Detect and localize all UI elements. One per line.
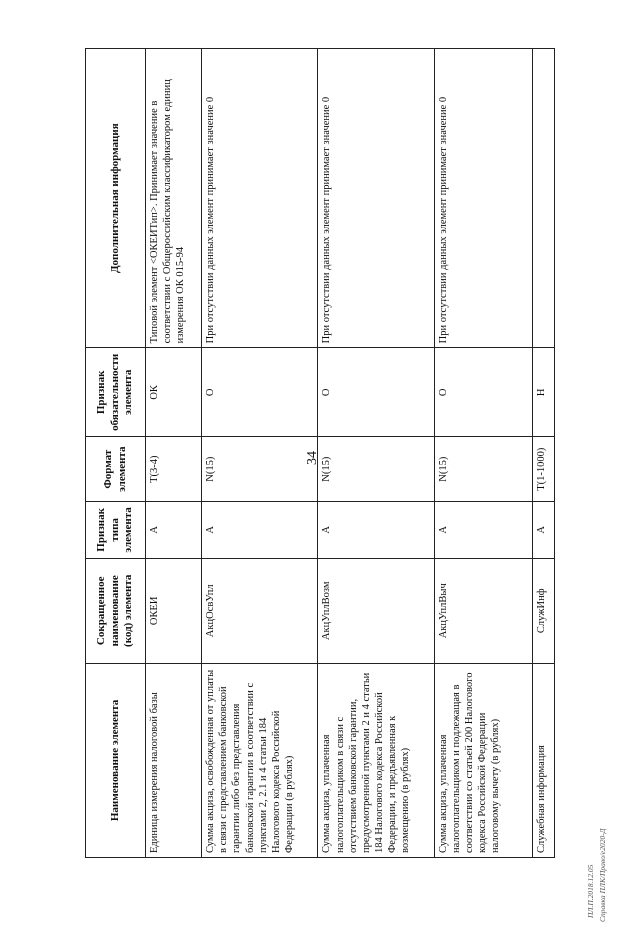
cell-code: АкцОсвУпл — [202, 558, 318, 663]
stamp-line-2: Справка ПЛК/Право/e2020-Д — [598, 828, 607, 922]
cell-type: А — [434, 501, 532, 558]
table-row — [202, 48, 318, 857]
cell-name: Служебная информация — [532, 663, 554, 857]
cell-format: N(15) — [318, 436, 434, 501]
cell-info — [532, 48, 554, 347]
header-format: Формат элемента — [86, 436, 146, 501]
table-row — [318, 48, 434, 857]
cell-required: О — [434, 347, 532, 436]
cell-format: N(15) — [202, 436, 318, 501]
table-row — [434, 48, 532, 857]
cell-name: Сумма акциза, освобожденная от уплаты в связи с представлением банковской гарантии либо без представления банковской гарантии в соответствии с пунктами 2, 2.1 и 4 статьи 184 Налогового кодекса Российской Федерации (в рублях) — [202, 663, 318, 857]
cell-required: ОК — [146, 347, 202, 436]
elements-table — [85, 48, 555, 858]
table-header-row — [86, 48, 146, 857]
cell-format: Т(3-4) — [146, 436, 202, 501]
header-info: Дополнительная информация — [86, 48, 146, 347]
cell-required: О — [318, 347, 434, 436]
stamp-line-1: ПЛ.П.2018.12.05 — [586, 864, 595, 918]
header-name: Наименование элемента — [86, 663, 146, 857]
header-code: Сокращенное наименование (код) элемента — [86, 558, 146, 663]
cell-required: Н — [532, 347, 554, 436]
cell-code: АкцУплВозм — [318, 558, 434, 663]
cell-type: А — [202, 501, 318, 558]
cell-type: А — [318, 501, 434, 558]
cell-name: Сумма акциза, уплаченная налогоплательщиком и подлежащая в соответствии со статьей 200 Налогового кодекса Российской Федерации налоговому вычету (в рублях) — [434, 663, 532, 857]
table-row — [532, 48, 554, 857]
cell-type: А — [532, 501, 554, 558]
cell-required: О — [202, 347, 318, 436]
cell-format: N(15) — [434, 436, 532, 501]
cell-info: При отсутствии данных элемент принимает значение 0 — [318, 48, 434, 347]
cell-type: А — [146, 501, 202, 558]
cell-info: При отсутствии данных элемент принимает значение 0 — [202, 48, 318, 347]
rotated-table-container — [85, 48, 555, 858]
cell-code: ОКЕИ — [146, 558, 202, 663]
document-stamp — [584, 800, 624, 930]
cell-name: Сумма акциза, уплаченная налогоплательщиком в связи с отсутствием банковской гарантии, предусмотренной пунктами 2 и 4 статьи 184 Налогового кодекса Российской Федерации, и предъявленная к возмещению (в рублях) — [318, 663, 434, 857]
cell-name: Единица измерения налоговой базы — [146, 663, 202, 857]
cell-code: АкцУплВыч — [434, 558, 532, 663]
header-type: Признак типа элемента — [86, 501, 146, 558]
page-number: 34 — [305, 451, 320, 465]
table-row — [146, 48, 202, 857]
header-required: Признак обязательности элемента — [86, 347, 146, 436]
cell-format: Т(1-1000) — [532, 436, 554, 501]
cell-info: При отсутствии данных элемент принимает значение 0 — [434, 48, 532, 347]
cell-code: СлужИнф — [532, 558, 554, 663]
cell-info: Типовой элемент <ОКЕИТип>. Принимает значение в соответствии с Общероссийским классификатором единиц измерения ОК 015-94 — [146, 48, 202, 347]
